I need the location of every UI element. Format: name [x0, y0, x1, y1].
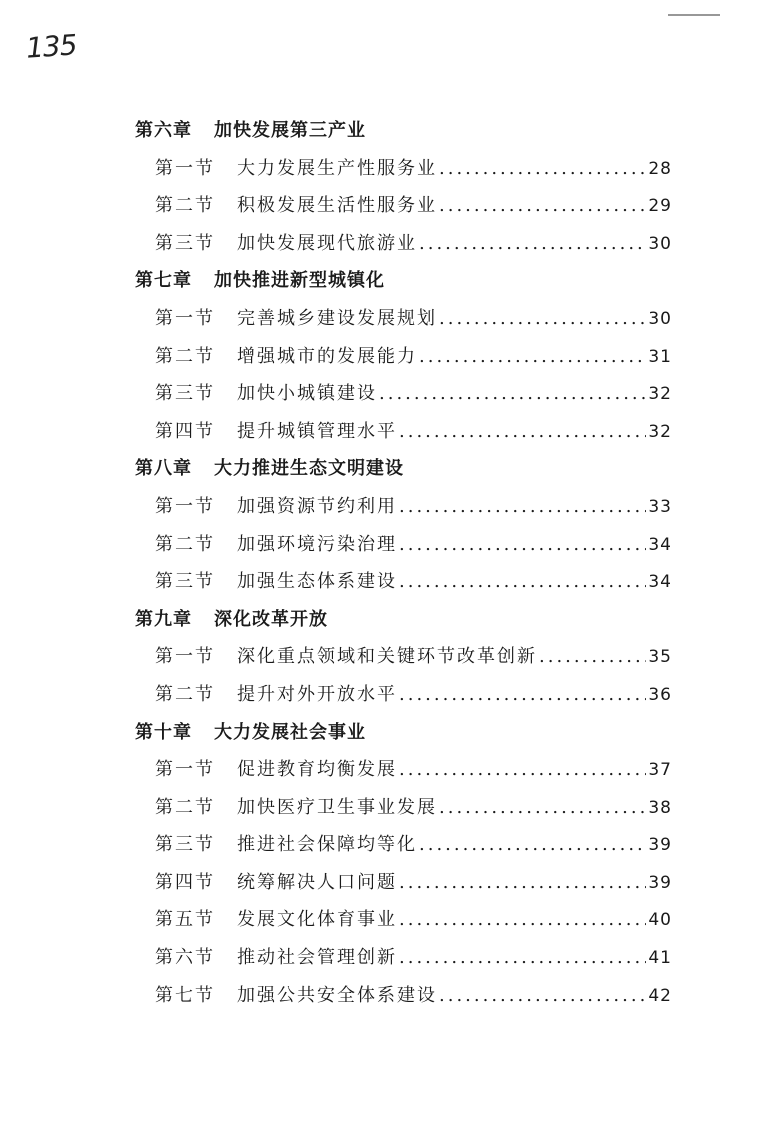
page-number: 39	[648, 872, 672, 893]
dot-leader	[439, 187, 646, 225]
toc-chapter-row	[0, 714, 775, 752]
dot-leader	[399, 526, 646, 564]
chapter-label: 第十章	[135, 721, 192, 743]
chapter-label: 第六章	[135, 120, 192, 141]
dot-leader	[399, 563, 646, 601]
toc-section-row	[0, 338, 775, 376]
section-label: 第一节	[155, 157, 215, 179]
toc-section-row	[0, 413, 775, 451]
chapter-title: 深化改革开放	[214, 608, 328, 630]
page-number: 42	[648, 985, 672, 1006]
toc-chapter-row	[0, 450, 775, 488]
section-title: 推动社会管理创新	[237, 947, 397, 969]
section-label: 第三节	[155, 571, 215, 593]
section-title: 提升对外开放水平	[237, 683, 397, 705]
dot-leader	[399, 488, 646, 526]
page-number: 36	[648, 684, 672, 705]
section-title: 促进教育均衡发展	[237, 759, 397, 781]
page-number: 40	[648, 910, 672, 931]
page-number: 37	[648, 760, 672, 781]
chapter-label: 第九章	[135, 608, 192, 630]
section-label: 第三节	[155, 232, 215, 254]
section-title: 加强环境污染治理	[237, 533, 397, 555]
dot-leader	[439, 150, 646, 188]
page-number: 41	[648, 948, 672, 969]
section-label: 第一节	[155, 495, 215, 517]
chapter-label: 第七章	[135, 270, 192, 292]
section-title: 增强城市的发展能力	[237, 345, 417, 367]
chapter-label: 第八章	[135, 458, 192, 480]
dot-leader	[399, 413, 646, 451]
dot-leader	[539, 638, 646, 676]
toc-section-row	[0, 826, 775, 864]
section-title: 加强资源节约利用	[237, 495, 397, 517]
page-number: 34	[648, 534, 672, 555]
section-title: 完善城乡建设发展规划	[237, 307, 437, 329]
toc-section-row	[0, 488, 775, 526]
section-label: 第一节	[155, 646, 215, 668]
toc-section-row	[0, 901, 775, 939]
dot-leader	[439, 300, 646, 338]
page-number: 34	[648, 572, 672, 593]
page-number: 33	[648, 496, 672, 517]
toc-section-row	[0, 977, 775, 1015]
page-number: 30	[648, 308, 672, 329]
section-label: 第一节	[155, 307, 215, 329]
toc-section-row	[0, 526, 775, 564]
dot-leader	[399, 939, 646, 977]
section-label: 第六节	[155, 947, 215, 969]
section-label: 第七节	[155, 984, 215, 1006]
toc-section-row	[0, 638, 775, 676]
section-title: 加快发展现代旅游业	[237, 232, 417, 254]
toc-section-row	[0, 676, 775, 714]
toc-section-row	[0, 375, 775, 413]
dot-leader	[399, 901, 646, 939]
dot-leader	[419, 826, 646, 864]
page-number: 30	[648, 233, 672, 254]
page-number: 29	[648, 196, 672, 217]
section-label: 第二节	[155, 796, 215, 818]
page-number: 31	[648, 346, 672, 367]
handwritten-page-number: 135	[24, 28, 78, 65]
section-title: 发展文化体育事业	[237, 909, 397, 931]
dot-leader	[439, 977, 646, 1015]
page-number: 38	[648, 797, 672, 818]
toc-section-row	[0, 563, 775, 601]
toc-section-row	[0, 751, 775, 789]
section-title: 加强公共安全体系建设	[237, 984, 437, 1006]
section-title: 加快医疗卫生事业发展	[237, 796, 437, 818]
toc-section-row	[0, 864, 775, 902]
corner-mark	[668, 4, 720, 16]
section-label: 第二节	[155, 533, 215, 555]
toc-section-row	[0, 300, 775, 338]
toc-chapter-row	[0, 262, 775, 300]
chapter-title: 加快发展第三产业	[214, 120, 366, 141]
section-title: 积极发展生活性服务业	[237, 195, 437, 217]
toc-section-row	[0, 225, 775, 263]
dot-leader	[399, 676, 646, 714]
page-number: 28	[648, 158, 672, 179]
section-title: 统筹解决人口问题	[237, 871, 397, 893]
toc-section-row	[0, 187, 775, 225]
page-number: 32	[648, 384, 672, 405]
chapter-title: 大力推进生态文明建设	[214, 458, 404, 480]
section-label: 第三节	[155, 834, 215, 856]
section-label: 第二节	[155, 195, 215, 217]
section-title: 大力发展生产性服务业	[237, 157, 437, 179]
section-label: 第四节	[155, 420, 215, 442]
section-label: 第二节	[155, 683, 215, 705]
page-number: 39	[648, 835, 672, 856]
dot-leader	[419, 225, 646, 263]
dot-leader	[439, 789, 646, 827]
page-number: 32	[648, 421, 672, 442]
section-label: 第二节	[155, 345, 215, 367]
section-label: 第四节	[155, 871, 215, 893]
toc-section-row	[0, 789, 775, 827]
section-title: 推进社会保障均等化	[237, 834, 417, 856]
dot-leader	[399, 751, 646, 789]
section-label: 第五节	[155, 909, 215, 931]
chapter-title: 加快推进新型城镇化	[214, 270, 385, 292]
page-number: 35	[648, 647, 672, 668]
table-of-contents	[0, 112, 775, 1014]
chapter-title: 大力发展社会事业	[214, 721, 366, 743]
dot-leader	[419, 338, 646, 376]
section-title: 加强生态体系建设	[237, 571, 397, 593]
section-label: 第一节	[155, 759, 215, 781]
section-title: 深化重点领域和关键环节改革创新	[237, 646, 537, 668]
toc-chapter-row	[0, 112, 775, 150]
toc-chapter-row	[0, 601, 775, 639]
section-label: 第三节	[155, 383, 215, 405]
toc-section-row	[0, 939, 775, 977]
dot-leader	[399, 864, 646, 902]
dot-leader	[379, 375, 646, 413]
section-title: 提升城镇管理水平	[237, 420, 397, 442]
section-title: 加快小城镇建设	[237, 383, 377, 405]
toc-section-row	[0, 150, 775, 188]
